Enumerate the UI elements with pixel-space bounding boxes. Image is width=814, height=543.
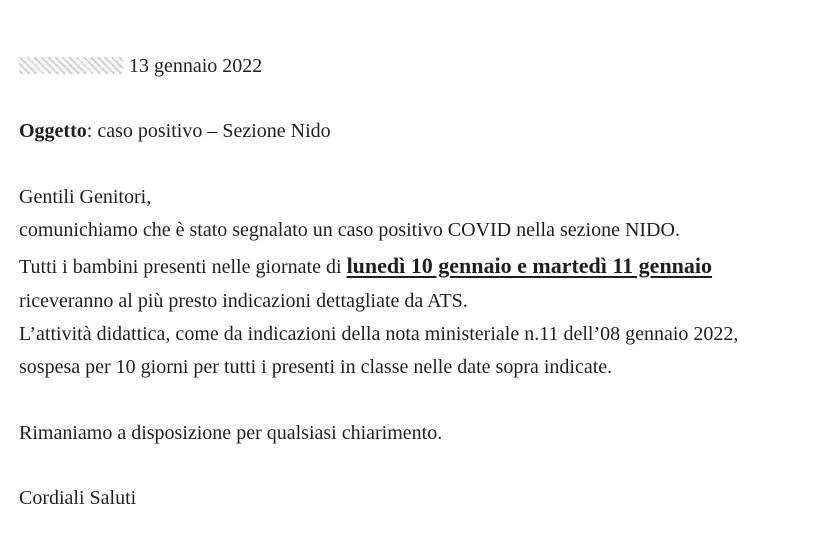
- body-line-5: sospesa per 10 giorni per tutti i presenti in classe nelle date sopra indicate.: [19, 356, 613, 378]
- closing: Cordiali Saluti: [19, 487, 137, 509]
- body-line-3: riceveranno al più presto indicazioni dettagliate da ATS.: [19, 290, 468, 312]
- availability-line: Rimaniamo a disposizione per qualsiasi chiarimento.: [19, 422, 443, 444]
- greeting: Gentili Genitori,: [19, 186, 152, 208]
- subject-label: Oggetto: [19, 120, 87, 142]
- subject-line: [19, 119, 331, 143]
- subject-separator: :: [86, 120, 93, 142]
- date-line: [19, 54, 262, 78]
- body-line-4: L’attività didattica, come da indicazioni della nota ministeriale n.11 dell’08 gennaio 2022,: [19, 323, 739, 345]
- body-line-2-prefix: Tutti i bambini presenti nelle giornate di: [19, 256, 347, 278]
- body-line-2: [19, 254, 712, 279]
- redacted-location: [19, 57, 123, 74]
- highlighted-dates: lunedì 10 gennaio e martedì 11 gennaio: [346, 253, 713, 278]
- letter-date: 13 gennaio 2022: [129, 55, 263, 77]
- body-line-1: comunichiamo che è stato segnalato un caso positivo COVID nella sezione NIDO.: [19, 219, 680, 241]
- subject-text: caso positivo – Sezione Nido: [92, 120, 331, 142]
